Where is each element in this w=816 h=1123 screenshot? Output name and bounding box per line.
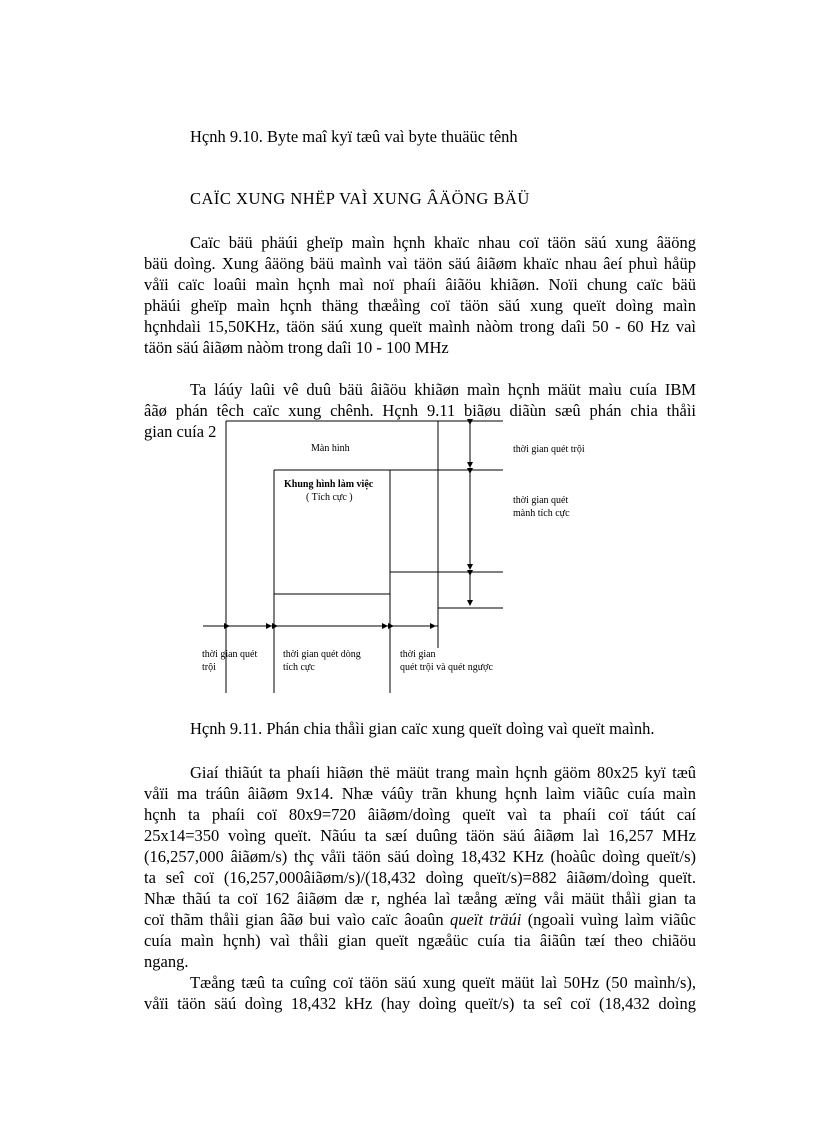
paragraph-line: våïi caïc loaûi maìn hçnh maì noï phaíi âiãöu khiãøn. Noïi chung caïc bäü [144,275,696,294]
paragraph-line: Ta láúy laûi vê duû bäü âiãöu khiãøn maìn hçnh mäüt maìu cuía IBM [190,380,696,399]
section-heading: CAÏC XUNG NHËP VAÌ XUNG ÂÄÖNG BÄÜ [190,189,530,208]
paragraph-line: (16,257,000 âiãøm/s) thç våïi täön säú doìng 18,432 KHz (hoàûc doìng queït/s) [144,847,696,866]
paragraph-line: täön säú âiãøm nàòm trong daîi 10 - 100 MHz [144,338,449,357]
paragraph-text-mode-example [144,762,696,972]
paragraph-line [144,909,696,930]
figure-caption-9-10: Hçnh 9.10. Byte maî kyï tæû vaì byte thuäüc tênh [190,127,518,146]
bottom-mid-label-2: tích cực [283,662,315,673]
paragraph-line: âãø phán têch caïc xung chênh. Hçnh 9.11 biãøu diãùn sæû phán chia thåìi [144,401,696,420]
paragraph-line: hçnhdaìi 15,50KHz, täön säú xung queït maình nàòm trong daîi 50 - 60 Hz vaì [144,317,696,336]
paragraph-line: ngang. [144,952,189,971]
paragraph-line: cuía maìn hçnh) vaì thåìi gian queït ngæåüc cuía tia âiãûn tæí theo chiãöu [144,931,696,950]
paragraph-line: Tæång tæû ta cuîng coï täön säú xung queït mäüt laì 50Hz (50 maình/s), [190,973,696,992]
right-label-mid-1: thời gian quét [513,495,569,506]
paragraph-line: ta seî coï (16,257,000âiãøm/s)/(18,432 doìng queït/s)=882 âiãøm/doìng queït. [144,868,696,887]
bottom-left-label-2: trội [202,662,216,673]
italic-term: queït träúi [449,910,522,929]
line-text: coï thãm thåìi gian âãø bui vaìo caïc âoaûn [144,910,444,929]
paragraph-line: våïi täön säú doìng 18,432 kHz (hay doìng queït/s) ta seî coï (18,432 doìng [144,994,696,1013]
paragraph-frame-rate [144,972,696,1014]
bottom-mid-label-1: thời gian quét dòng [283,649,361,660]
workframe-sub-label: ( Tích cực ) [306,492,353,503]
paragraph-line: Nhæ thãú ta coï 162 âiãøm dæ r, nghéa laì tæång æïng våi mäüt thåìi gian ta [144,889,696,908]
paragraph-line: bäü doìng. Xung âäöng bäü maình vaì täön säú âiãøm khaïc nhau âeí phuì håüp [144,254,696,273]
paragraph-line: Giaí thiãút ta phaíi hiãøn thë mäüt trang maìn hçnh gäöm 80x25 kyï tæû [190,763,696,782]
paragraph-line: våïi ma tráûn âiãøm 9x14. Nhæ váûy trãn khung hçnh laìm viãûc cuía maìn [144,784,696,803]
line-text: (ngoaìi vuìng laìm viãûc [527,910,696,929]
figure-caption-9-11: Hçnh 9.11. Phán chia thåìi gian caïc xung queït doìng vaì queït maình. [190,719,655,738]
paragraph-line: gian cuía 2 [144,422,217,441]
paragraph-line: 25x14=350 voìng queït. Nãúu ta sæí duûng täön säú âiãøm laì 16,257 MHz [144,826,696,845]
paragraph-line: phäúi gheïp maìn hçnh thäng thæåìng coï täön säú xung queït doìng maìn [144,296,696,315]
bottom-left-label-1: thời gian quét [202,649,258,660]
workframe-label: Khung hình làm việc [284,479,374,490]
paragraph-line: Caïc bäü phäúi gheïp maìn hçnh khaïc nhau coï täön säú xung âäöng [190,233,696,252]
right-label-top: thời gian quét trội [513,444,585,455]
bottom-right-label-2: quét trội và quét ngược [400,662,493,673]
right-label-mid-2: mành tích cực [513,508,570,519]
bottom-right-label-1: thời gian [400,649,436,660]
screen-label: Màn hình [311,443,350,454]
paragraph-line: hçnh ta phaíi coï 80x9=720 âiãøm/doìng queït vaì ta phaíi coï táút caí [144,805,696,824]
